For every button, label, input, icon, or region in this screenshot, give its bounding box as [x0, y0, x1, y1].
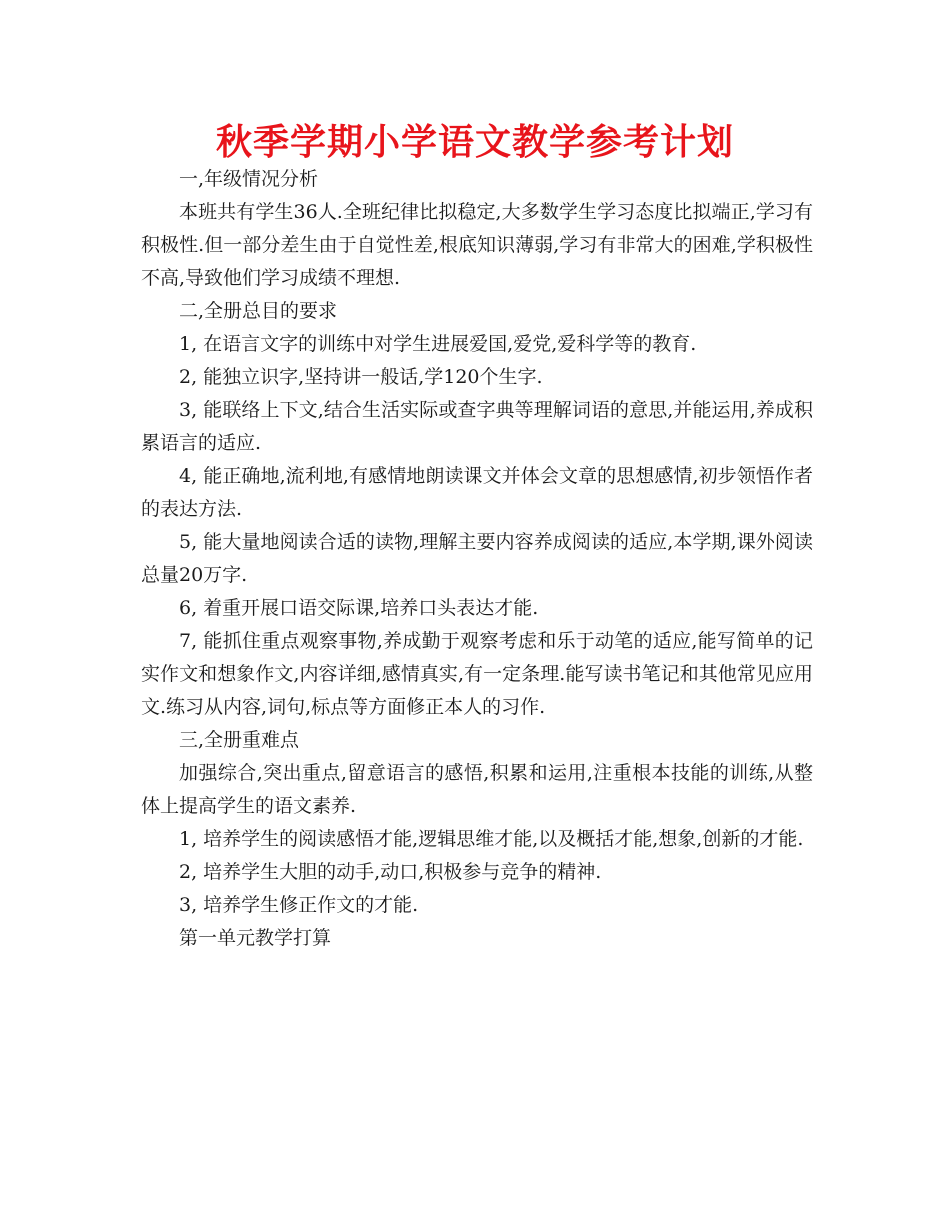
paragraph-class-situation: 本班共有学生36人.全班纪律比拟稳定,大多数学生学习态度比拟端正,学习有积极性.但一部分差生由于自觉性差,根底知识薄弱,学习有非常大的困难,学积极性不高,导致他们学习成绩不理想. — [141, 201, 813, 289]
difficulty-item-1: 1, 培养学生的阅读感悟才能,逻辑思维才能,以及概括才能,想象,创新的才能. — [179, 828, 804, 850]
section-heading-grade-analysis: 一,年级情况分析 — [179, 168, 319, 190]
paragraph-key-difficulties: 加强综合,突出重点,留意语言的感悟,积累和运用,注重根本技能的训练,从整体上提高学生的语文素养. — [141, 762, 813, 817]
section-heading-overall-goals: 二,全册总目的要求 — [179, 300, 338, 322]
goal-item-3: 3, 能联络上下文,结合生活实际或查字典等理解词语的意思,并能运用,养成积累语言的适应. — [141, 399, 813, 454]
goal-item-7: 7, 能抓住重点观察事物,养成勤于观察考虑和乐于动笔的适应,能写简单的记实作文和想象作文,内容详细,感情真实,有一定条理.能写读书笔记和其他常见应用文.练习从内容,词句,标点等方面修正本人的习作. — [141, 630, 813, 718]
document-body — [141, 163, 813, 955]
section-heading-key-difficulties: 三,全册重难点 — [179, 729, 300, 751]
difficulty-item-3: 3, 培养学生修正作文的才能. — [179, 894, 419, 916]
goal-item-4: 4, 能正确地,流利地,有感情地朗读课文并体会文章的思想感情,初步领悟作者的表达方法. — [141, 465, 813, 520]
difficulty-item-2: 2, 培养学生大胆的动手,动口,积极参与竞争的精神. — [179, 861, 602, 883]
section-heading-unit-one-plan: 第一单元教学打算 — [179, 927, 332, 949]
goal-item-6: 6, 着重开展口语交际课,培养口头表达才能. — [179, 597, 539, 619]
document-title: 秋季学期小学语文教学参考计划 — [215, 122, 734, 163]
goal-item-2: 2, 能独立识字,坚持讲一般话,学120个生字. — [179, 366, 543, 388]
goal-item-1: 1, 在语言文字的训练中对学生进展爱国,爱党,爱科学等的教育. — [179, 333, 697, 355]
goal-item-5: 5, 能大量地阅读合适的读物,理解主要内容养成阅读的适应,本学期,课外阅读总量20万字. — [141, 531, 813, 586]
